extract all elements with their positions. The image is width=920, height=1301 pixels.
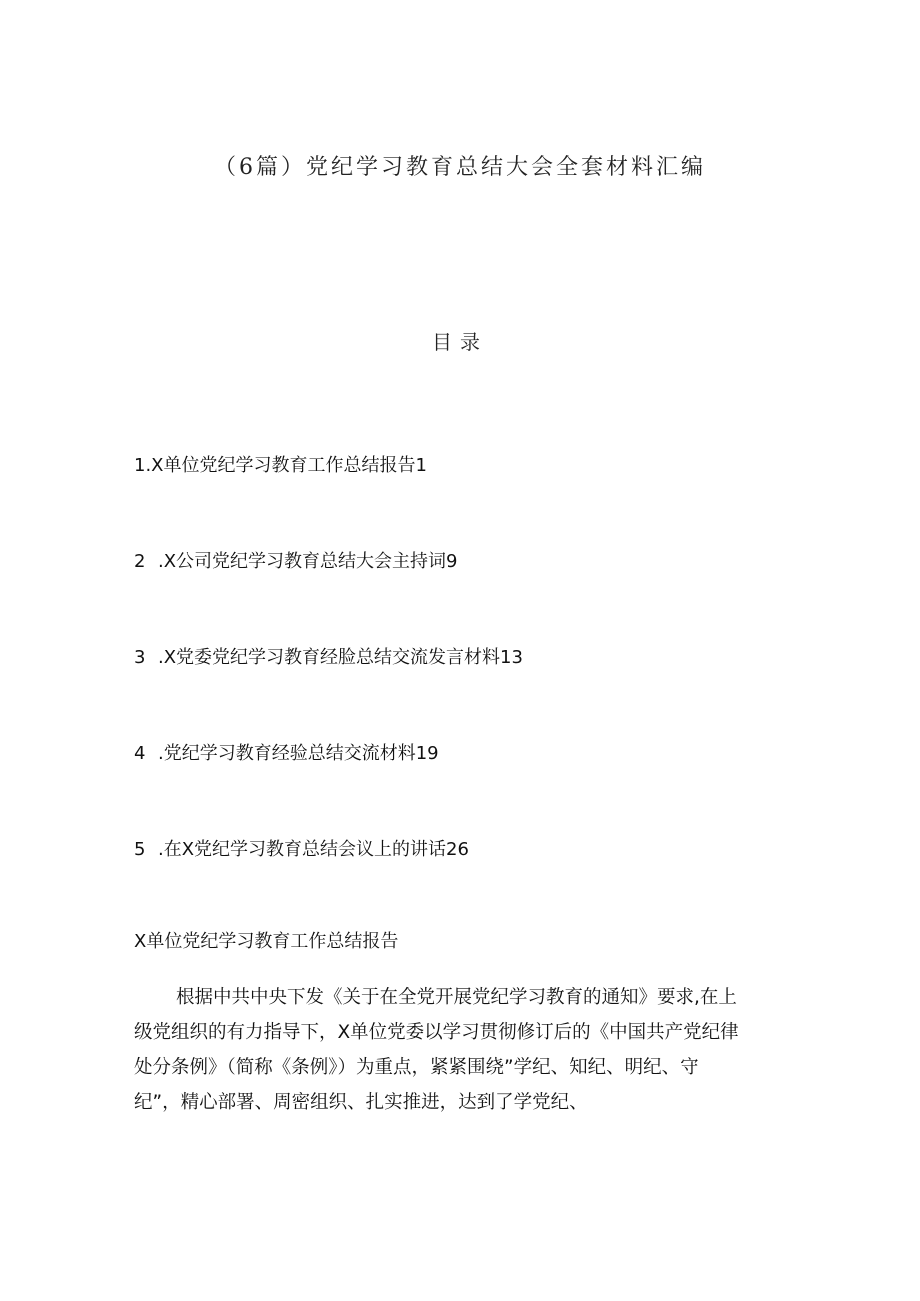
section-title: X单位党纪学习教育工作总结报告: [134, 931, 399, 952]
toc-item-number: 4: [134, 743, 146, 764]
toc-item: [134, 550, 458, 574]
document-title: （6篇）党纪学习教育总结大会全套材料汇编: [214, 155, 706, 180]
toc-item: [134, 742, 439, 766]
toc-item: [134, 646, 523, 670]
toc-item-number: 1: [134, 455, 146, 476]
body-line: 级党组织的有力指导下，X单位党委以学习贯彻修订后的《中国共产党纪律: [134, 1022, 739, 1043]
toc-item-text: .X公司党纪学习教育总结大会主持词9: [158, 551, 458, 572]
body-line: 处分条例》（简称《条例》）为重点，紧紧围绕”学纪、知纪、明纪、守: [134, 1057, 699, 1078]
body-line: 纪”，精心部署、周密组织、扎实推进，达到了学党纪、: [134, 1092, 588, 1113]
body-paragraph: [134, 980, 794, 1120]
toc-item: [134, 838, 469, 862]
toc-heading: 目录: [432, 330, 488, 354]
toc-item-text: .党纪学习教育经验总结交流材料19: [158, 743, 439, 764]
toc-item-text: .X党委党纪学习教育经脸总结交流发言材料13: [158, 647, 523, 668]
toc-item-number: 2: [134, 551, 146, 572]
toc-item: [134, 454, 427, 478]
body-line: 根据中共中央下发《关于在全党开展党纪学习教育的通知》要求,在上: [176, 987, 737, 1008]
toc-item-number: 5: [134, 839, 146, 860]
toc-item-number: 3: [134, 647, 146, 668]
toc-item-text: .X单位党纪学习教育工作总结报告1: [145, 455, 427, 476]
toc-item-text: .在X党纪学习教育总结会议上的讲话26: [158, 839, 469, 860]
